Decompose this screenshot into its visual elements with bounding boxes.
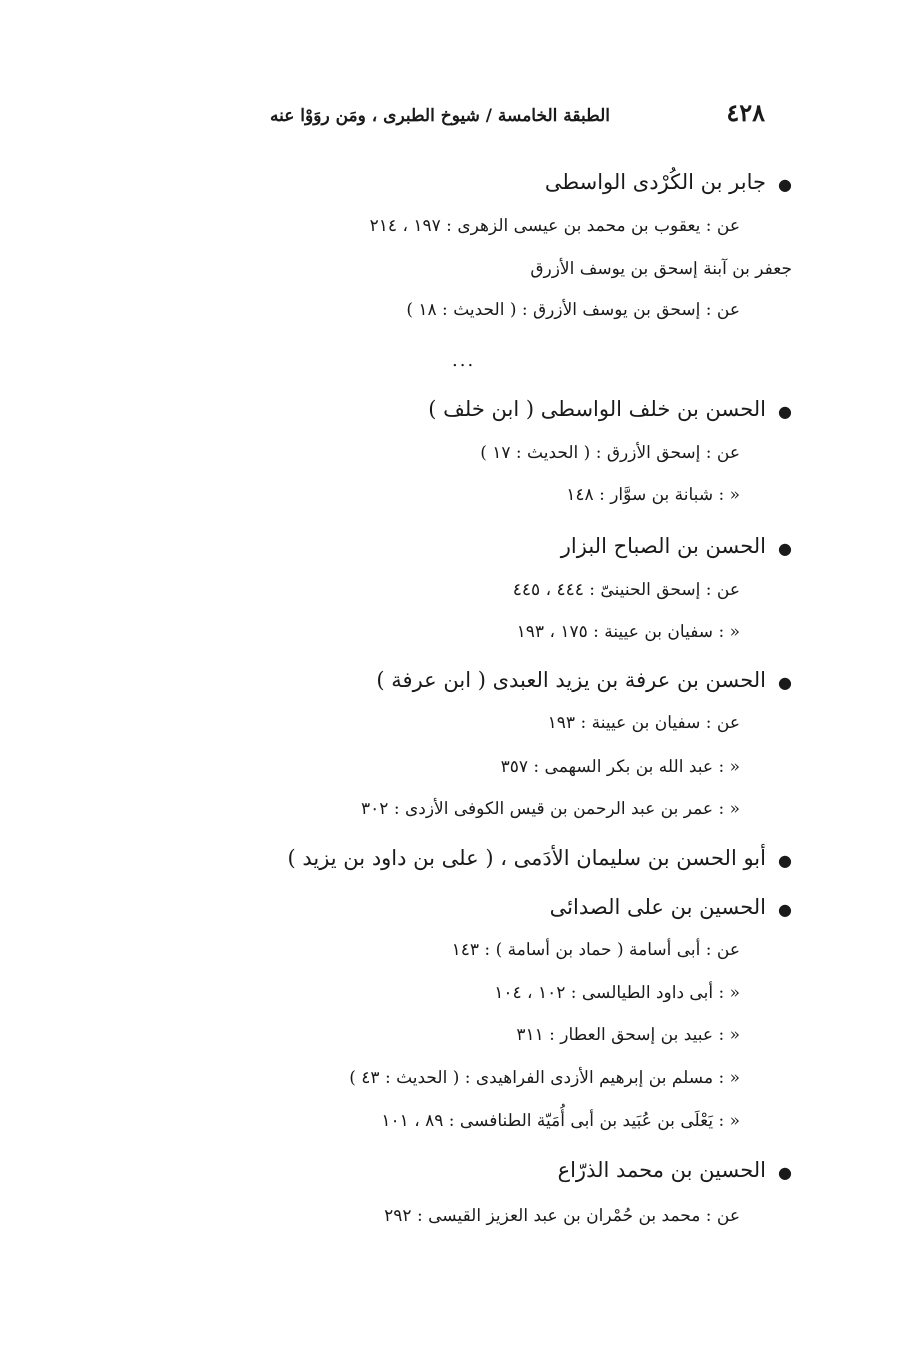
narration-line: عن : أبى أسامة ( حماد بن أسامة ) : ١٤٣ — [451, 940, 740, 960]
narrator-name: جابر بن الكُرْدى الواسطى — [544, 170, 766, 194]
bullet-icon: ● — [778, 673, 792, 692]
narration-line: « : عبد الله بن بكر السهمى : ٣٥٧ — [500, 757, 740, 777]
narration-line: « : مسلم بن إبرهيم الأزدى الفراهيدى : ( الحديث : ٤٣ ) — [349, 1068, 740, 1088]
narration-line: « : شبانة بن سوَّار : ١٤٨ — [566, 485, 740, 505]
narration-line: عن : إسحق بن يوسف الأزرق : ( الحديث : ١٨ ) — [406, 300, 740, 320]
narration-line: عن : إسحق الأزرق : ( الحديث : ١٧ ) — [480, 443, 740, 463]
narration-line: « : أبى داود الطيالسى : ١٠٢ ، ١٠٤ — [494, 983, 740, 1003]
bullet-icon: ● — [778, 402, 792, 421]
narrator-name: الحسن بن الصباح البزار — [560, 534, 766, 558]
narration-line: « : يَعْلَى بن عُبَيد بن أبى أُمَيّة الطنافسى : ٨٩ ، ١٠١ — [381, 1111, 740, 1131]
narration-line: عن : إسحق الحنينىّ : ٤٤٤ ، ٤٤٥ — [512, 580, 740, 600]
bullet-icon: ● — [778, 900, 792, 919]
bullet-icon: ● — [778, 175, 792, 194]
narrator-line: جعفر بن آبنة إسحق بن يوسف الأزرق — [530, 259, 792, 279]
narrator-name: الحسن بن خلف الواسطى ( ابن خلف ) — [428, 397, 766, 421]
narrator-name: الحسين بن على الصدائى — [549, 895, 766, 919]
running-title: الطبقة الخامسة / شيوخ الطبرى ، ومَن روَوْا عنه — [270, 106, 610, 126]
narrator-name: الحسن بن عرفة بن يزيد العبدى ( ابن عرفة ) — [376, 668, 766, 692]
narration-line: عن : يعقوب بن محمد بن عيسى الزهرى : ١٩٧ ، ٢١٤ — [369, 216, 740, 236]
page-number: ٤٢٨ — [726, 98, 765, 127]
narration-line: « : سفيان بن عيينة : ١٧٥ ، ١٩٣ — [516, 622, 740, 642]
section-separator: ... — [452, 350, 476, 371]
bullet-icon: ● — [778, 851, 792, 870]
page-header — [270, 96, 770, 136]
narrator-name: أبو الحسن بن سليمان الأدَمى ، ( على بن داود بن يزيد ) — [287, 846, 766, 870]
bullet-icon: ● — [778, 1163, 792, 1182]
narration-line: « : عمر بن عبد الرحمن بن قيس الكوفى الأزدى : ٣٠٢ — [361, 799, 740, 819]
narration-line: عن : محمد بن حُمْران بن عبد العزيز القيسى : ٢٩٢ — [384, 1206, 740, 1226]
bullet-icon: ● — [778, 539, 792, 558]
narration-line: عن : سفيان بن عيينة : ١٩٣ — [547, 713, 740, 733]
narration-line: « : عبيد بن إسحق العطار : ٣١١ — [516, 1025, 740, 1045]
narrator-name: الحسين بن محمد الذرّاع — [557, 1158, 766, 1182]
